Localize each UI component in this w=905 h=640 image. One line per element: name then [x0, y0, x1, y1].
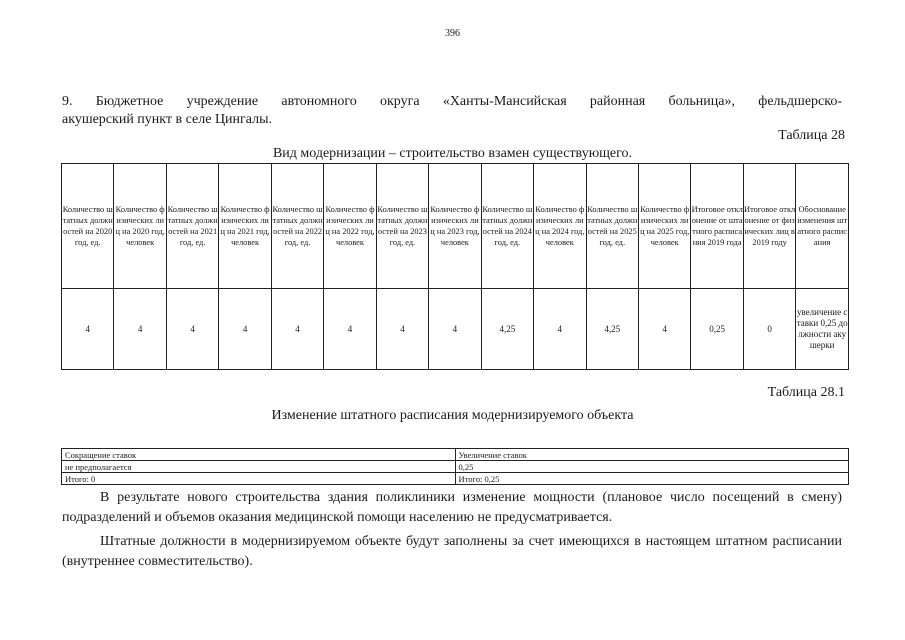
- value-cell: 4: [166, 289, 218, 370]
- staffing-change-table: [61, 448, 849, 485]
- header-cell: Количество физических лиц на 2024 год, человек: [534, 164, 586, 289]
- header-cell: Количество физических лиц на 2020 год, человек: [114, 164, 166, 289]
- intro-line-2: акушерский пункт в селе Цингалы.: [62, 112, 273, 127]
- value-cell: 4: [271, 289, 323, 370]
- header-cell: Количество штатных должностей на 2024 год, ед.: [481, 164, 533, 289]
- table-header-row: [62, 164, 849, 289]
- table-28-caption: Вид модернизации – строительство взамен существующего.: [272, 146, 633, 161]
- table-cell: Итого: 0,25: [455, 473, 849, 485]
- value-cell: 4: [324, 289, 376, 370]
- value-cell: 4: [62, 289, 114, 370]
- header-cell: Количество штатных должностей на 2025 год, ед.: [586, 164, 638, 289]
- value-cell: 4: [534, 289, 586, 370]
- header-cell: Количество физических лиц на 2023 год, человек: [429, 164, 481, 289]
- table-28-1-caption: Изменение штатного расписания модернизируемого объекта: [271, 408, 634, 423]
- paragraph-capacity: В результате нового строительства здания поликлиники изменение мощности (плановое число посещений в смену) подразделений и объемов оказания медицинской помощи населению не предусматривается.: [62, 490, 842, 525]
- value-cell: 4: [219, 289, 271, 370]
- header-cell: Итоговое отклонение от штатного расписания 2019 года: [691, 164, 743, 289]
- table-28-1-label: Таблица 28.1: [767, 385, 845, 400]
- table-cell: не предполагается: [62, 461, 456, 473]
- table-row: [62, 473, 849, 485]
- value-cell: 4: [429, 289, 481, 370]
- table-row: [62, 449, 849, 461]
- justification-cell: увеличение ставки 0,25 должности акушерки: [796, 289, 849, 370]
- header-cell: Количество штатных должностей на 2023 год, ед.: [376, 164, 428, 289]
- header-cell: Количество штатных должностей на 2022 год, ед.: [271, 164, 323, 289]
- header-cell: Количество физических лиц на 2021 год, человек: [219, 164, 271, 289]
- header-cell: Обоснование изменения штатного расписания: [796, 164, 849, 289]
- intro-line-1: 9. Бюджетное учреждение автономного округа «Ханты-Мансийская районная больница», фельдшерско-: [62, 94, 842, 109]
- value-cell: 0,25: [691, 289, 743, 370]
- table-cell: Итого: 0: [62, 473, 456, 485]
- staffing-table-28: [61, 163, 849, 370]
- header-cell: Итоговое отклонение от физических лиц в 2019 году: [743, 164, 795, 289]
- paragraph-staffing: Штатные должности в модернизируемом объекте будут заполнены за счет имеющихся в настоящем штатном расписании (внутреннее совместительство).: [62, 534, 842, 569]
- header-cell: Количество физических лиц на 2022 год, человек: [324, 164, 376, 289]
- value-cell: 4: [638, 289, 690, 370]
- header-cell: Количество штатных должностей на 2021 год, ед.: [166, 164, 218, 289]
- table-row: [62, 289, 849, 370]
- table-cell: Увеличение ставок: [455, 449, 849, 461]
- table-28-label: Таблица 28: [778, 128, 845, 143]
- table-row: [62, 461, 849, 473]
- value-cell: 4,25: [481, 289, 533, 370]
- value-cell: 0: [743, 289, 795, 370]
- header-cell: Количество штатных должностей на 2020 год, ед.: [62, 164, 114, 289]
- table-cell: 0,25: [455, 461, 849, 473]
- value-cell: 4,25: [586, 289, 638, 370]
- header-cell: Количество физических лиц на 2025 год, человек: [638, 164, 690, 289]
- value-cell: 4: [114, 289, 166, 370]
- value-cell: 4: [376, 289, 428, 370]
- table-cell: Сокращение ставок: [62, 449, 456, 461]
- page-number: 396: [445, 28, 460, 39]
